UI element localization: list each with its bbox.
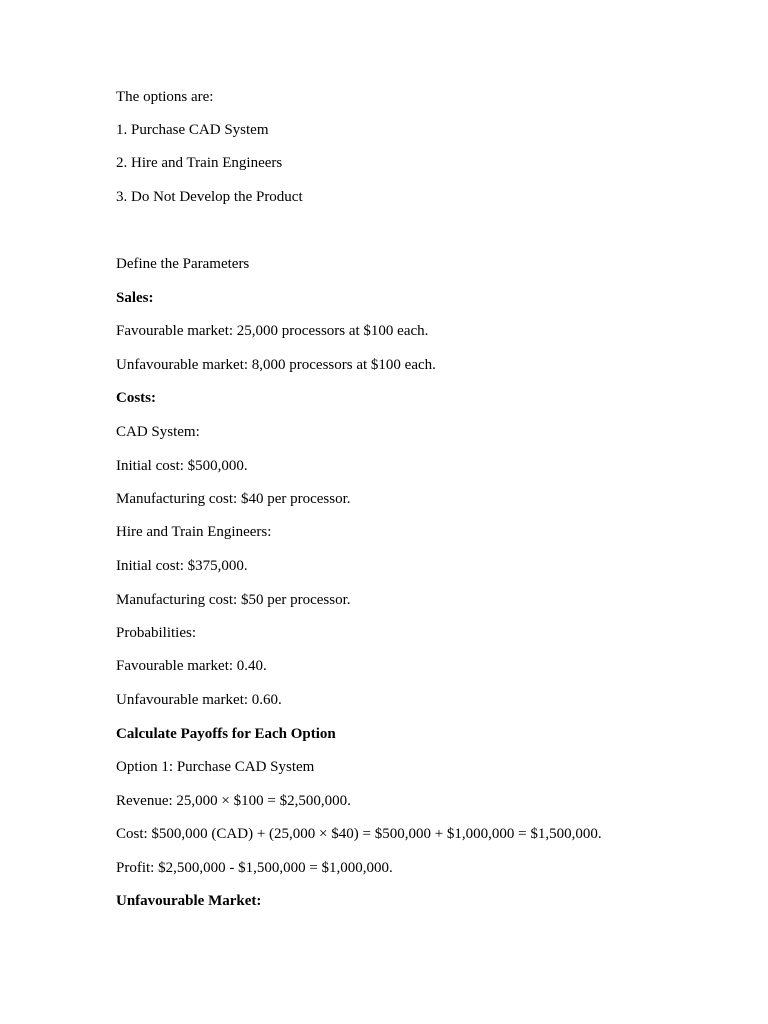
- text-line: Manufacturing cost: $50 per processor.: [116, 592, 351, 608]
- subheading: Unfavourable Market:: [116, 893, 262, 909]
- text-line: Unfavourable market: 8,000 processors at $100 each.: [116, 357, 436, 373]
- text-line: Cost: $500,000 (CAD) + (25,000 × $40) = $500,000 + $1,000,000 = $1,500,000.: [116, 826, 602, 842]
- text-line: Option 1: Purchase CAD System: [116, 759, 315, 775]
- text-line: The options are:: [116, 89, 214, 105]
- text-line: Unfavourable market: 0.60.: [116, 692, 282, 708]
- subheading: Costs:: [116, 390, 156, 406]
- text-line: Probabilities:: [116, 625, 196, 641]
- option-item: 3. Do Not Develop the Product: [116, 189, 303, 205]
- option-item: 1. Purchase CAD System: [116, 122, 269, 138]
- text-line: Manufacturing cost: $40 per processor.: [116, 491, 351, 507]
- section-heading: Calculate Payoffs for Each Option: [116, 726, 336, 742]
- text-line: Favourable market: 0.40.: [116, 658, 267, 674]
- section-heading: Define the Parameters: [116, 256, 250, 272]
- text-line: CAD System:: [116, 424, 200, 440]
- text-line: Favourable market: 25,000 processors at $100 each.: [116, 323, 429, 339]
- option-item: 2. Hire and Train Engineers: [116, 155, 283, 171]
- text-line: Hire and Train Engineers:: [116, 524, 272, 540]
- text-line: Profit: $2,500,000 - $1,500,000 = $1,000,000.: [116, 860, 393, 876]
- subheading: Sales:: [116, 290, 154, 306]
- text-line: Initial cost: $500,000.: [116, 458, 248, 474]
- text-line: Initial cost: $375,000.: [116, 558, 248, 574]
- text-line: Revenue: 25,000 × $100 = $2,500,000.: [116, 793, 351, 809]
